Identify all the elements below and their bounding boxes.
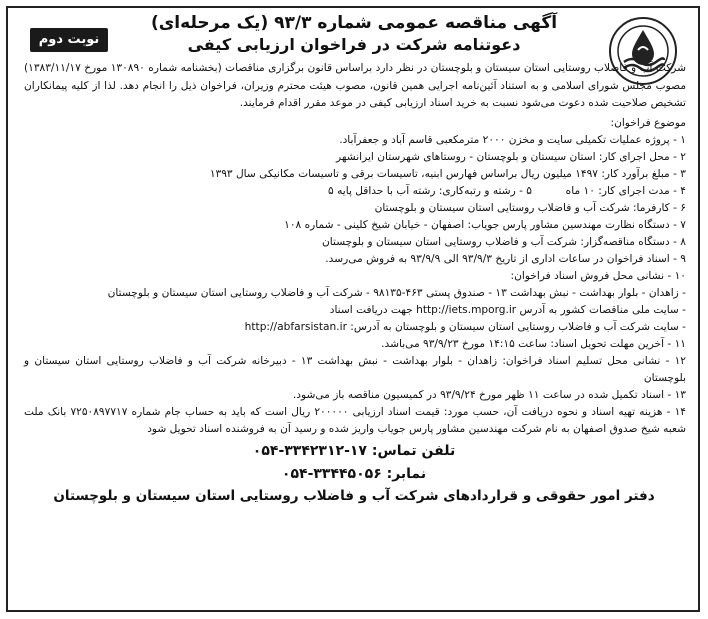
company-site: - سایت شرکت آب و فاضلاب روستایی استان سیستان و بلوچستان به آدرس: http://abfarsistan.ir [244,320,686,333]
item-4-5: ۴ - مدت اجرای کار: ۱۰ ماه ۵ - رشته و رتبه‌کاری: رشته آب با حداقل پایه ۵ [328,184,686,197]
notice-title: آگهی مناقصه عمومی شماره ۹۳/۳ (یک مرحله‌ای) [150,13,558,33]
tender-notice [14,10,694,506]
notice-subtitle: دعوتنامه شرکت در فراخوان ارزیابی کیفی [187,35,521,54]
sale-address: - زاهدان - بلوار بهداشت - نبش بهداشت ۱۳ - صندوق پستی ۴۶۳-۹۸۱۳۵ - شرکت آب و فاضلاب روستایی استان سیستان و بلوچستان [107,286,686,299]
item-2: ۲ - محل اجرای کار: استان سیستان و بلوچستان - روستاهای شهرستان ایرانشهر [336,150,686,163]
item-heading: موضوع فراخوان: [610,116,686,129]
notice-items [24,115,686,438]
issuing-office: دفتر امور حقوقی و قراردادهای شرکت آب و فاضلاب روستایی استان سیستان و بلوچستان [53,487,655,504]
fax-number: نمابر: ۳۳۴۴۵۰۵۶-۰۵۴ [281,465,427,482]
item-9: ۹ - اسناد فراخوان در ساعات اداری از تاریخ ۹۳/۹/۳ الی ۹۳/۹/۹ به فروش می‌رسد. [325,252,686,265]
phone-number: تلفن تماس: ۱۷-۳۳۴۲۳۱۲-۰۵۴ [252,442,456,459]
item-12: ۱۲ - نشانی محل تسلیم اسناد فراخوان: زاهدان - بلوار بهداشت - نبش بهداشت ۱۳ - دبیرخانه شرکت آب و فاضلاب روستایی استان سیستان و بلوچستان [24,354,686,384]
second-publication-badge: نوبت دوم [30,28,108,52]
item-7: ۷ - دستگاه نظارت مهندسین مشاور پارس جویاب: اصفهان - خیابان شیخ کلینی - شماره ۱۰۸ [284,218,686,231]
item-13: ۱۳ - اسناد تکمیل شده در ساعت ۱۱ ظهر مورخ ۹۳/۹/۲۴ در کمیسیون مناقصه باز می‌شود. [292,388,686,401]
item-1: ۱ - پروژه عملیات تکمیلی سایت و مخزن ۲۰۰۰ مترمکعبی قاسم آباد و جعفرآباد. [339,133,686,146]
item-8: ۸ - دستگاه مناقصه‌گزار: شرکت آب و فاضلاب روستایی استان سیستان و بلوچستان [322,235,686,248]
item-3: ۳ - مبلغ برآورد کار: ۱۴۹۷ میلیون ریال براساس فهارس ابنیه، تاسیسات برقی و تاسیسات مکانیکی سال ۱۳۹۳ [209,167,686,180]
item-6: ۶ - کارفرما: شرکت آب و فاضلاب روستایی استان سیستان و بلوچستان [374,201,686,214]
item-10: ۱۰ - نشانی محل فروش اسناد فراخوان: [510,269,686,282]
national-tender-site: - سایت ملی مناقصات کشور به آدرس http://iets.mporg.ir جهت دریافت اسناد [329,303,686,316]
intro-paragraph: شرکت آب و فاضلاب روستایی استان سیستان و بلوچستان در نظر دارد براساس قانون برگزاری مناقصات (بخشنامه شماره ۱۳۰۸۹۰ مورخ ۱۳۸۳/۱۱/۱۷) مصوب مجلس شورای اسلامی و به استناد آئین‌نامه اجرایی همین قانون، مصوب هیئت محترم وزیران، فراخوان ذیل را انجام دهد. لذا از کلیه پیمانکاران تشخیص صلاحیت شده دعوت می‌شود نسبت به خرید اسناد ارزیابی کیفی در موعد مقرر اقدام فرمایند. [24,62,686,109]
item-14: ۱۴ - هزینه تهیه اسناد و نحوه دریافت آن، حسب مورد: قیمت اسناد ارزیابی ۲۰۰۰۰۰ ریال است که باید به حساب جام شماره ۷۲۵۰۸۹۷۷۱۷ بانک ملت شعبه شیخ صدوق اصفهان به نام شرکت مهندسین مشاور پارس جویاب واریز شده و رسید آن به فروشنده اسناد تحویل شود [24,405,686,435]
item-11: ۱۱ - آخرین مهلت تحویل اسناد: ساعت ۱۴:۱۵ مورخ ۹۳/۹/۲۳ می‌باشد. [381,337,686,350]
